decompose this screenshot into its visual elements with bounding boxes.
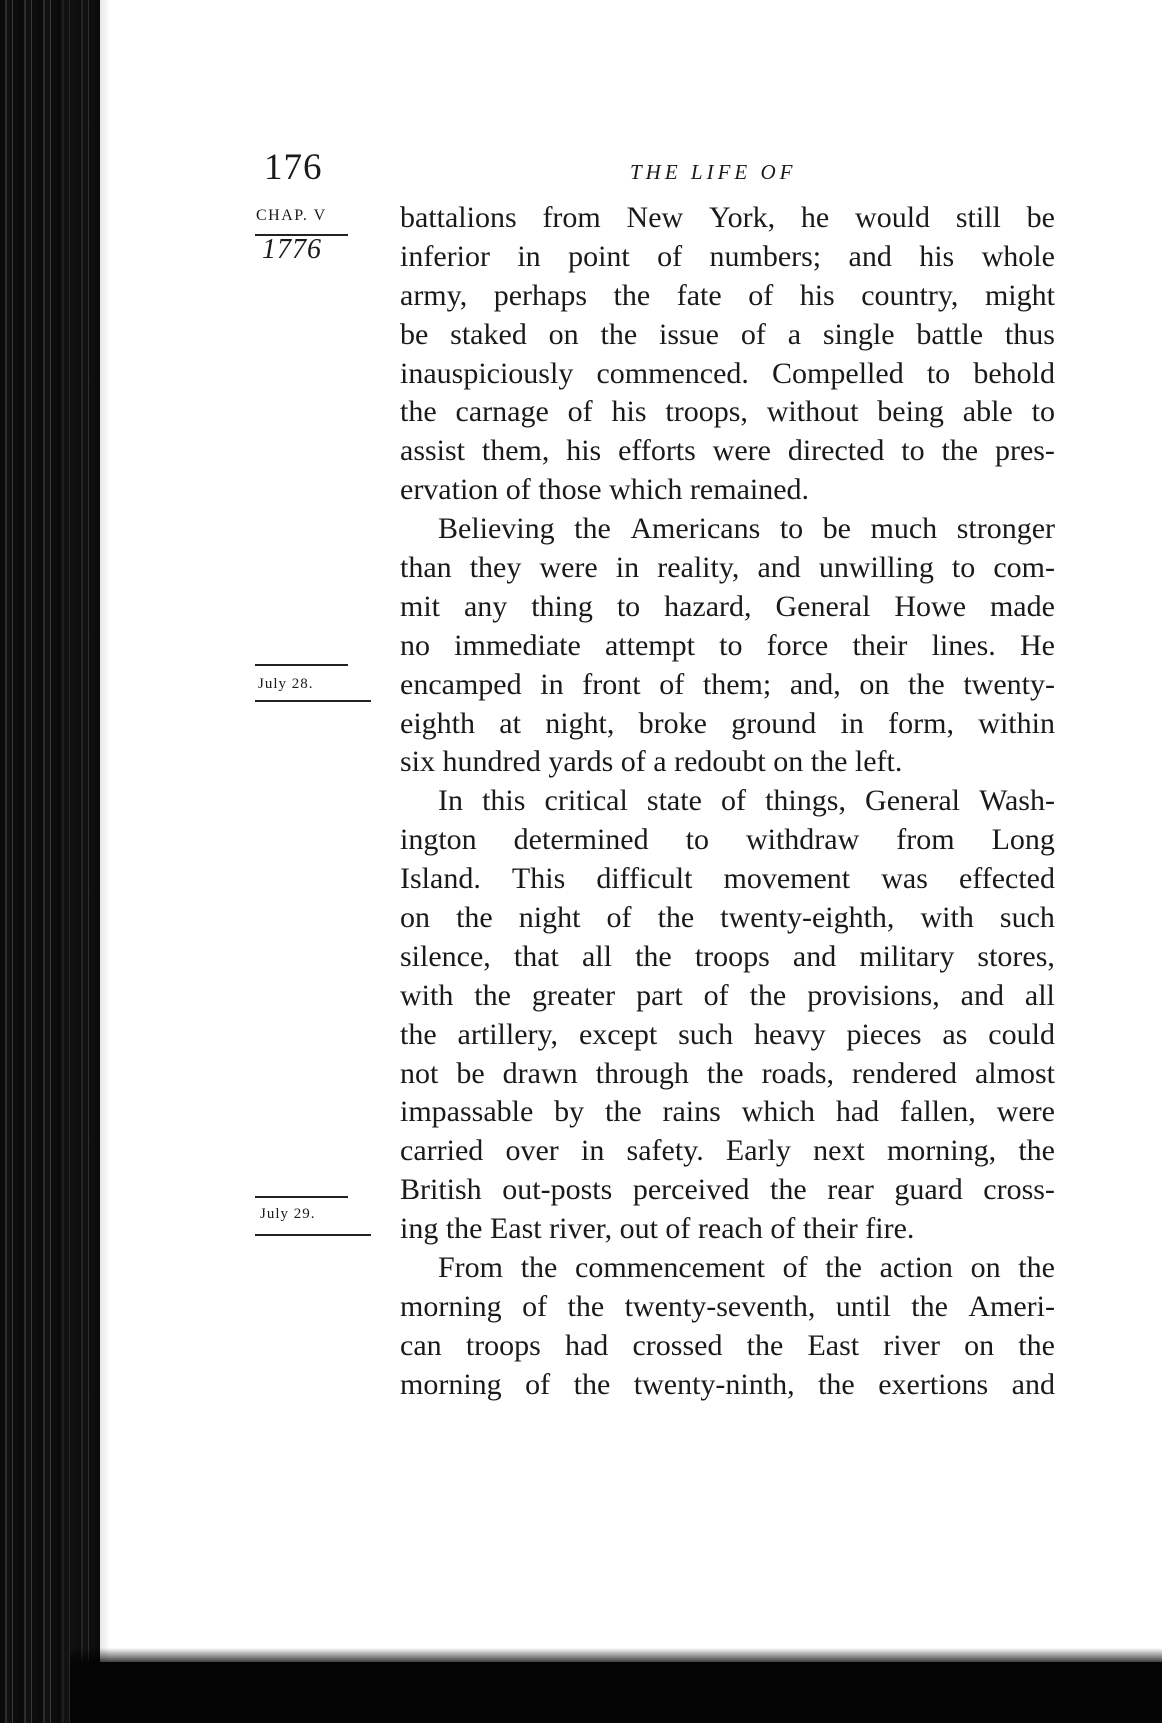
text-line: battalions from New York, he would still be [400, 201, 1055, 234]
running-head: THE LIFE OF [630, 160, 797, 184]
text-line: silence, that all the troops and military stores, [400, 939, 1055, 973]
text-line: British out-posts perceived the rear guard cross- [400, 1173, 1055, 1207]
text-line: be staked on the issue of a single battle thus [400, 317, 1055, 351]
text-line: impassable by the rains which had fallen, were [400, 1095, 1055, 1129]
text-line: Island. This difficult movement was effected [400, 862, 1055, 896]
text-line: ervation of those which remained. [400, 473, 810, 507]
text-line: ington determined to withdraw from Long [400, 823, 1055, 857]
text-line: encamped in front of them; and, on the twenty- [400, 667, 1055, 701]
margin-rule [255, 1234, 371, 1236]
page-number: 176 [264, 147, 323, 188]
text-line: carried over in safety. Early next morning, the [400, 1134, 1055, 1168]
bottom-scan-edge [70, 1662, 1162, 1723]
text-line: than they were in reality, and unwilling to com- [400, 551, 1055, 585]
text-line: morning of the twenty-seventh, until the Ameri- [400, 1289, 1055, 1323]
margin-rule [255, 664, 348, 666]
text-line: assist them, his efforts were directed to the pres- [400, 434, 1055, 468]
text-line: In this critical state of things, General Wash- [438, 784, 1055, 818]
spine-shadow [60, 0, 110, 1723]
margin-rule [255, 1196, 348, 1198]
margin-note-july-28: July 28. [258, 676, 314, 692]
body-text [400, 199, 1055, 1405]
text-line: From the commencement of the action on the [438, 1251, 1055, 1285]
text-line: inferior in point of numbers; and his whole [400, 239, 1055, 273]
margin-note-july-29: July 29. [260, 1206, 316, 1222]
margin-year: 1776 [262, 234, 322, 265]
margin-rule [255, 700, 371, 702]
text-line: not be drawn through the roads, rendered almost [400, 1056, 1055, 1090]
text-line: morning of the twenty-ninth, the exertions and [400, 1367, 1055, 1401]
text-line: eighth at night, broke ground in form, within [400, 706, 1055, 740]
text-line: can troops had crossed the East river on the [400, 1328, 1055, 1362]
text-line: six hundred yards of a redoubt on the left. [400, 745, 903, 779]
text-line: mit any thing to hazard, General Howe made [400, 589, 1055, 623]
text-line: the artillery, except such heavy pieces as could [400, 1017, 1055, 1051]
margin-chapter: CHAP. V [256, 207, 327, 224]
text-line: no immediate attempt to force their lines. He [400, 628, 1055, 662]
text-line: the carnage of his troops, without being able to [400, 395, 1055, 429]
text-line: with the greater part of the provisions, and all [400, 978, 1055, 1012]
text-line: ing the East river, out of reach of their fire. [400, 1212, 915, 1246]
text-line: Believing the Americans to be much stronger [438, 512, 1055, 546]
text-line: inauspiciously commenced. Compelled to behold [400, 356, 1055, 390]
text-line: on the night of the twenty-eighth, with such [400, 901, 1055, 935]
text-line: army, perhaps the fate of his country, might [400, 278, 1055, 312]
